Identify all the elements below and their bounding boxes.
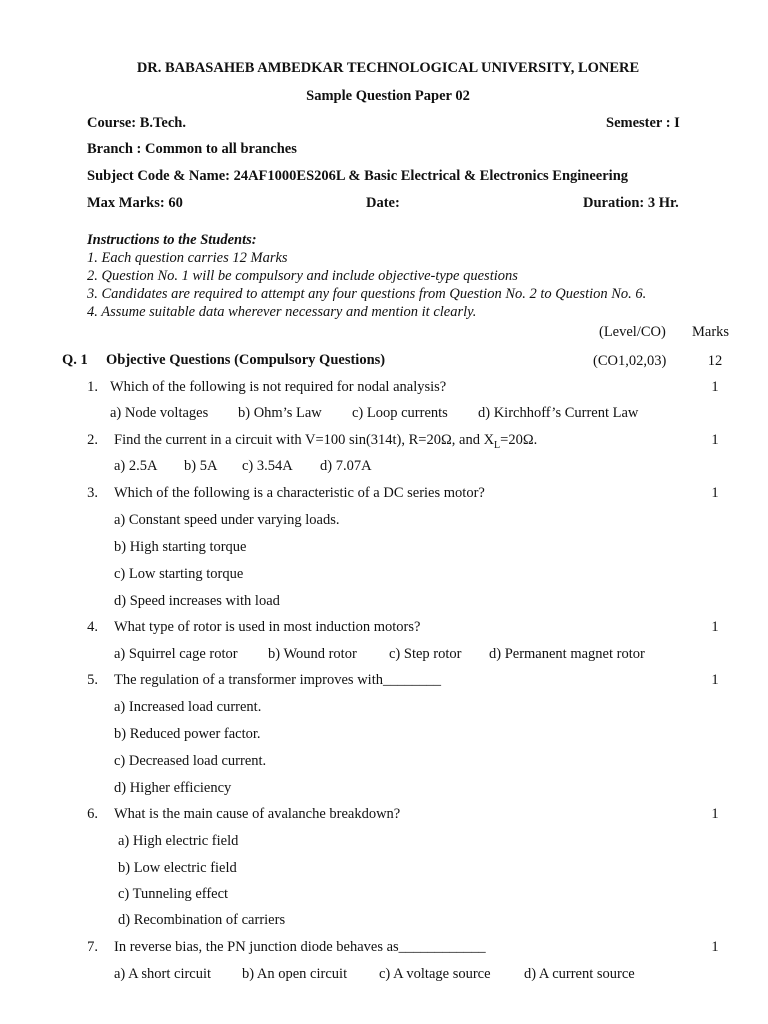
level-co-header: (Level/CO) [599,324,666,340]
question-text: In reverse bias, the PN junction diode behaves as____________ [114,939,486,955]
question-text: Which of the following is a characteristic of a DC series motor? [114,485,485,501]
question-number: 5. [87,672,98,688]
option: c) Tunneling effect [118,886,229,902]
question-marks: 1 [711,485,719,501]
question-text-part: =20Ω. [500,432,538,448]
option: a) 2.5A [114,458,158,474]
option: d) Speed increases with load [114,593,280,609]
date-label: Date: [366,195,400,211]
option: a) Squirrel cage rotor [114,646,238,662]
option: c) A voltage source [379,966,491,982]
subscript: L [494,439,501,451]
option: a) A short circuit [114,966,212,982]
question-number: 6. [87,806,98,822]
instructions-heading: Instructions to the Students: [87,232,257,248]
instruction-item: 4. Assume suitable data wherever necessary and mention it clearly. [87,304,477,320]
question-number: Q. 1 [62,352,88,368]
question-number: 3. [87,485,98,501]
option: c) Step rotor [389,646,462,662]
option: b) Reduced power factor. [114,726,261,742]
options-row [114,645,645,663]
section-title: Objective Questions (Compulsory Questions) [106,352,386,368]
option: c) Low starting torque [114,566,244,582]
option: d) 7.07A [320,458,372,474]
question-text: What is the main cause of avalanche breakdown? [114,806,401,822]
question-marks: 1 [711,672,719,688]
option: b) An open circuit [242,966,348,982]
instruction-item: 1. Each question carries 12 Marks [87,250,288,266]
option: b) Low electric field [118,860,237,876]
question-marks: 1 [711,806,719,822]
instruction-item: 2. Question No. 1 will be compulsory and include objective-type questions [87,268,518,284]
options-row [114,457,372,475]
question-text: What type of rotor is used in most induction motors? [114,619,421,635]
paper-title: Sample Question Paper 02 [306,88,470,104]
university-name: DR. BABASAHEB AMBEDKAR TECHNOLOGICAL UNIVERSITY, LONERE [136,60,640,76]
question-text [114,431,537,455]
question-marks: 1 [711,379,719,395]
option: d) Kirchhoff’s Current Law [478,405,639,421]
option: c) Loop currents [352,405,448,421]
question-marks: 1 [711,619,719,635]
question-text: Which of the following is not required for nodal analysis? [110,379,447,395]
question-number: 4. [87,619,98,635]
option: b) High starting torque [114,539,247,555]
question-marks: 1 [711,939,719,955]
marks-header: Marks [692,324,730,340]
option: a) Increased load current. [114,699,262,715]
max-marks-label: Max Marks: 60 [87,195,183,211]
option: b) Ohm’s Law [238,405,322,421]
options-row [110,404,638,422]
option: a) Constant speed under varying loads. [114,512,340,528]
duration-label: Duration: 3 Hr. [583,195,679,211]
option: c) 3.54A [242,458,293,474]
option: a) High electric field [118,833,239,849]
option: d) Higher efficiency [114,780,232,796]
question-text: The regulation of a transformer improves with________ [114,672,441,688]
branch-label: Branch : Common to all branches [87,141,297,157]
option: d) Permanent magnet rotor [489,646,645,662]
question-number: 7. [87,939,98,955]
section-marks: 12 [707,353,723,369]
option: d) A current source [524,966,635,982]
co-reference: (CO1,02,03) [593,353,667,369]
instruction-item: 3. Candidates are required to attempt any four questions from Question No. 2 to Question No. 6. [87,286,647,302]
options-row [114,965,635,983]
question-number: 2. [87,432,98,448]
question-number: 1. [87,379,98,395]
option: d) Recombination of carriers [118,912,286,928]
subject-label: Subject Code & Name: 24AF1000ES206L & Basic Electrical & Electronics Engineering [87,168,629,184]
question-text-part: Find the current in a circuit with V=100 sin(314t), R=20Ω, and X [114,432,495,448]
course-label: Course: B.Tech. [87,115,186,131]
option: b) Wound rotor [268,646,357,662]
question-marks: 1 [711,432,719,448]
option: c) Decreased load current. [114,753,267,769]
semester-label: Semester : I [606,115,680,131]
option: b) 5A [184,458,218,474]
option: a) Node voltages [110,405,209,421]
